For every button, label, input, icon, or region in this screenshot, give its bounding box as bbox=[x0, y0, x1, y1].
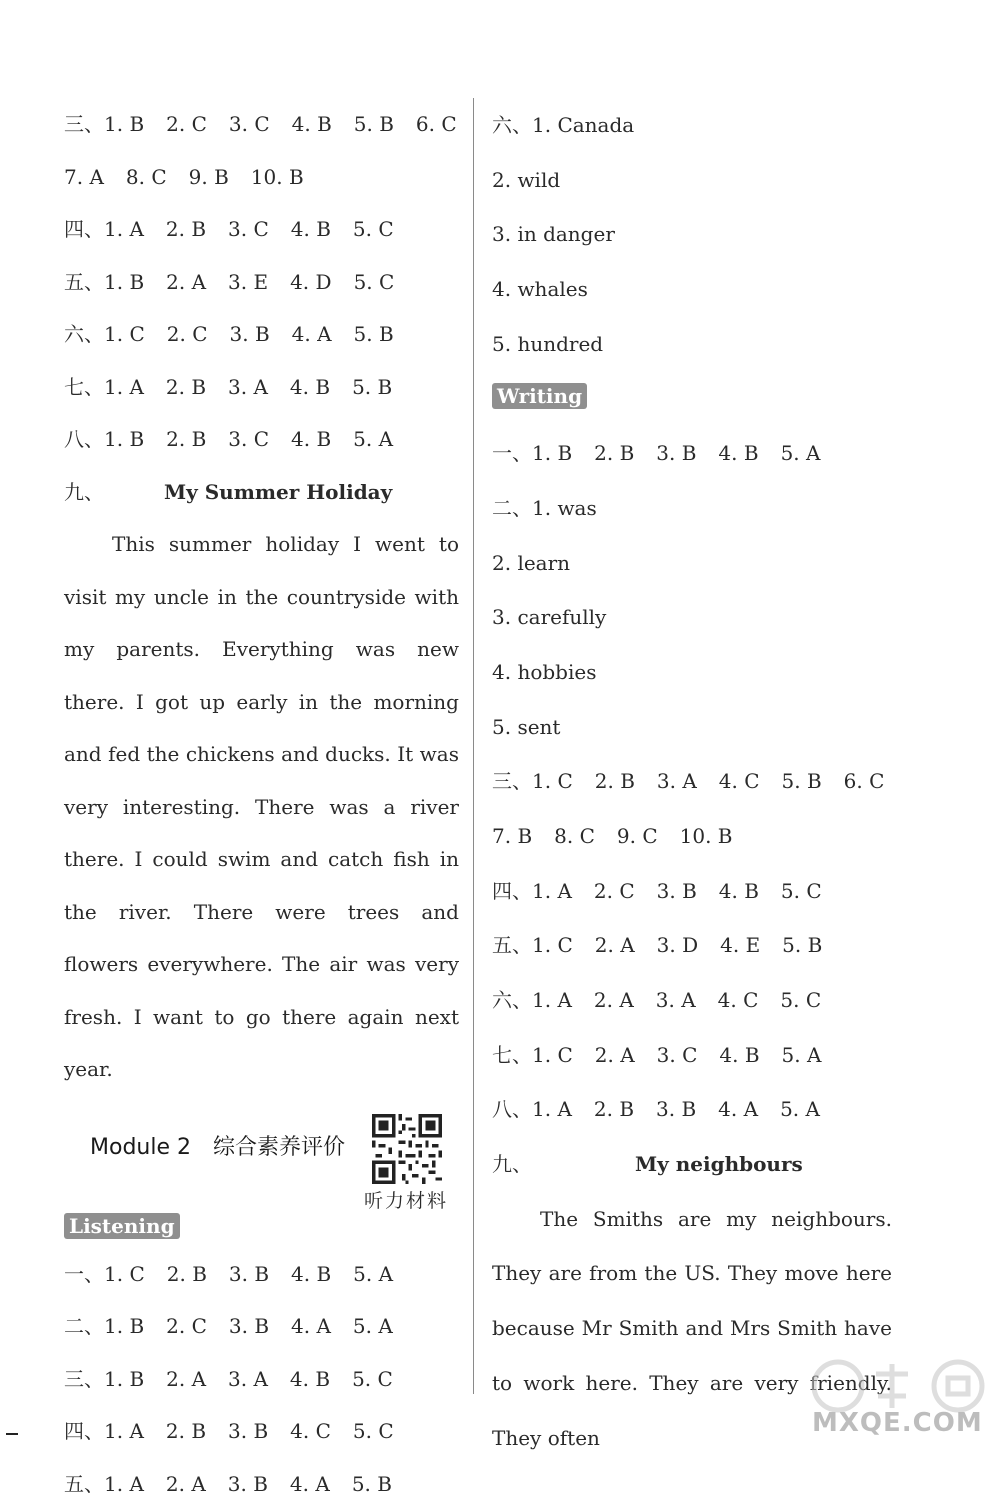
answer-item: 3. B bbox=[228, 1458, 268, 1510]
answer-item: 3. C bbox=[228, 203, 269, 256]
answer-item: 2. A bbox=[595, 918, 635, 973]
answer-row-prefix: 三、 bbox=[64, 112, 104, 136]
answer-row bbox=[64, 1248, 459, 1301]
answer-item: 3. B bbox=[656, 1082, 696, 1137]
list-item: 3. in danger bbox=[492, 207, 892, 262]
qr-code-icon[interactable] bbox=[372, 1114, 442, 1184]
answer-item: 2. A bbox=[594, 973, 634, 1028]
answer-item: 4. B bbox=[719, 1028, 759, 1083]
writing-badge-row bbox=[492, 371, 892, 426]
answer-item: 3. A bbox=[656, 973, 696, 1028]
answer-item: 1. A bbox=[104, 1458, 144, 1510]
answer-item: 2. B bbox=[166, 413, 206, 466]
answer-item: 3. C bbox=[657, 1028, 698, 1083]
answer-item: 7. B bbox=[492, 809, 532, 864]
left-essay-prefix: 九、 bbox=[64, 480, 104, 504]
right-essay-title: My neighbours bbox=[635, 1137, 803, 1192]
answer-item: 2. A bbox=[595, 1028, 635, 1083]
answer-item: 1. A bbox=[532, 1082, 572, 1137]
list-two-prefix: 二、 bbox=[492, 496, 532, 520]
answer-item: 3. A bbox=[228, 361, 268, 414]
module-subtitle: 综合素养评价 bbox=[213, 1135, 345, 1160]
answer-item: 1. C bbox=[532, 1028, 573, 1083]
answer-row bbox=[64, 1458, 459, 1510]
answer-item: 5. C bbox=[352, 1353, 393, 1406]
answer-item: 4. A bbox=[718, 1082, 758, 1137]
list-item: 2. wild bbox=[492, 153, 892, 208]
answer-row bbox=[64, 1405, 459, 1458]
answer-item: 4. B bbox=[291, 1248, 331, 1301]
answer-item: 9. C bbox=[617, 809, 658, 864]
right-answer-rows bbox=[492, 754, 892, 1137]
answer-row bbox=[492, 864, 892, 919]
answer-item: 5. A bbox=[353, 1300, 393, 1353]
answer-item: 1. B bbox=[532, 426, 572, 481]
listening-badge: Listening bbox=[64, 1213, 180, 1239]
answer-item: 2. C bbox=[166, 1300, 207, 1353]
watermark-text: MXQE.COM bbox=[812, 1408, 983, 1438]
answer-item: 2. C bbox=[166, 98, 207, 151]
answer-row-prefix: 五、 bbox=[64, 1472, 104, 1496]
answer-item: 6. C bbox=[844, 754, 885, 809]
answer-item: 4. C bbox=[290, 1405, 331, 1458]
qr-caption: 听力材料 bbox=[364, 1186, 448, 1213]
listening-badge-row bbox=[64, 1208, 459, 1248]
answer-row-prefix: 二、 bbox=[64, 1314, 104, 1338]
answer-item: 8. C bbox=[126, 151, 167, 204]
answer-item: 5. B bbox=[354, 98, 394, 151]
answer-item: 2. B bbox=[166, 361, 206, 414]
answer-row-prefix: 六、 bbox=[64, 322, 104, 346]
answer-item: 1. A bbox=[104, 1405, 144, 1458]
answer-item: 1. A bbox=[104, 361, 144, 414]
answer-item: 3. B bbox=[229, 1300, 269, 1353]
answer-item: 3. B bbox=[230, 308, 270, 361]
writing-badge: Writing bbox=[492, 383, 587, 409]
answer-row-prefix: 七、 bbox=[64, 375, 104, 399]
answer-row bbox=[64, 413, 459, 466]
left-essay-title: My Summer Holiday bbox=[164, 466, 392, 519]
answer-row-prefix: 八、 bbox=[64, 427, 104, 451]
listening-answer-rows bbox=[64, 1248, 459, 1510]
list-item: 4. whales bbox=[492, 262, 892, 317]
answer-row-prefix: 八、 bbox=[492, 1097, 532, 1121]
answer-item: 2. A bbox=[166, 1458, 206, 1510]
right-essay-text: The Smiths are my neighbours. They are from the US. They move here because Mr Smith and Mrs Smith have to work here. They are very friendly. They often bbox=[492, 1207, 892, 1450]
module-title bbox=[90, 1130, 345, 1161]
list-item: 1. Canada bbox=[532, 113, 634, 137]
answer-item: 5. B bbox=[352, 361, 392, 414]
answer-item: 5. C bbox=[780, 973, 821, 1028]
answer-item: 2. B bbox=[595, 754, 635, 809]
left-essay-body bbox=[64, 518, 459, 1096]
answer-row-prefix: 四、 bbox=[492, 879, 532, 903]
answer-item: 1. A bbox=[532, 864, 572, 919]
left-answer-rows bbox=[64, 98, 459, 466]
answer-item: 4. A bbox=[290, 1458, 330, 1510]
answer-item: 5. B bbox=[354, 308, 394, 361]
answer-item: 8. C bbox=[554, 809, 595, 864]
column-divider bbox=[473, 98, 474, 1394]
answer-row-prefix: 三、 bbox=[492, 769, 532, 793]
answer-item: 4. B bbox=[290, 361, 330, 414]
answer-row bbox=[492, 809, 892, 864]
answer-item: 2. C bbox=[594, 864, 635, 919]
answer-item: 1. C bbox=[532, 918, 573, 973]
answer-item: 4. B bbox=[719, 864, 759, 919]
answer-item: 5. A bbox=[780, 1082, 820, 1137]
answer-item: 5. C bbox=[353, 203, 394, 256]
list-item: 5. sent bbox=[492, 700, 892, 755]
answer-item: 4. B bbox=[291, 203, 331, 256]
writing-row-one bbox=[492, 426, 892, 481]
answer-item: 1. B bbox=[104, 413, 144, 466]
answer-item: 3. C bbox=[229, 98, 270, 151]
answer-row-prefix: 三、 bbox=[64, 1367, 104, 1391]
answer-item: 4. C bbox=[719, 754, 760, 809]
list-item: 3. carefully bbox=[492, 590, 892, 645]
answer-row-prefix: 五、 bbox=[492, 933, 532, 957]
answer-row-prefix: 四、 bbox=[64, 217, 104, 241]
module-name: Module 2 bbox=[90, 1135, 191, 1160]
answer-item: 2. B bbox=[166, 1405, 206, 1458]
answer-item: 10. B bbox=[680, 809, 733, 864]
answer-item: 4. B bbox=[290, 1353, 330, 1406]
answer-item: 4. B bbox=[718, 426, 758, 481]
list-item: 1. was bbox=[532, 496, 597, 520]
answer-item: 5. C bbox=[354, 256, 395, 309]
answer-item: 2. B bbox=[166, 203, 206, 256]
answer-row-prefix: 一、 bbox=[64, 1262, 104, 1286]
right-essay-prefix: 九、 bbox=[492, 1152, 532, 1176]
answer-item: 7. A bbox=[64, 151, 104, 204]
list-item: 5. hundred bbox=[492, 317, 892, 372]
answer-row bbox=[492, 973, 892, 1028]
answer-item: 9. B bbox=[189, 151, 229, 204]
list-two-first bbox=[492, 481, 892, 536]
answer-item: 5. B bbox=[782, 918, 822, 973]
answer-row bbox=[492, 1082, 892, 1137]
answer-row-prefix: 六、 bbox=[492, 988, 532, 1012]
answer-item: 4. A bbox=[292, 308, 332, 361]
answer-item: 1. B bbox=[104, 98, 144, 151]
answer-row-prefix: 四、 bbox=[64, 1419, 104, 1443]
module-header bbox=[64, 1096, 459, 1208]
answer-item: 1. B bbox=[104, 1353, 144, 1406]
answer-item: 2. A bbox=[166, 1353, 206, 1406]
right-essay-heading bbox=[492, 1137, 892, 1192]
answer-item: 5. C bbox=[781, 864, 822, 919]
answer-item: 4. A bbox=[291, 1300, 331, 1353]
answer-item: 3. A bbox=[657, 754, 697, 809]
answer-row bbox=[492, 918, 892, 973]
answer-item: 3. A bbox=[228, 1353, 268, 1406]
answer-item: 1. A bbox=[532, 973, 572, 1028]
answer-item: 10. B bbox=[251, 151, 304, 204]
left-essay-heading bbox=[64, 466, 459, 519]
answer-item: 1. B bbox=[104, 256, 144, 309]
answer-row bbox=[64, 256, 459, 309]
answer-item: 3. B bbox=[656, 426, 696, 481]
answer-item: 4. B bbox=[292, 98, 332, 151]
answer-item: 3. E bbox=[228, 256, 268, 309]
answer-item: 1. C bbox=[532, 754, 573, 809]
left-essay-text: This summer holiday I went to visit my uncle in the countryside with my parents. Everything was new there. I got up early in the morning and fed the chickens and ducks. It was very interesting. There was a river there. I could swim and catch fish in the river. There were trees and flowers everywhere. The air was very fresh. I want to go there again next year. bbox=[64, 532, 459, 1081]
answer-item: 3. B bbox=[657, 864, 697, 919]
answer-item: 2. C bbox=[167, 308, 208, 361]
answer-row bbox=[64, 1353, 459, 1406]
list-six-prefix: 六、 bbox=[492, 113, 532, 137]
answer-row bbox=[64, 1300, 459, 1353]
answer-item: 1. C bbox=[104, 308, 145, 361]
answer-row bbox=[64, 98, 459, 151]
answer-item: 5. A bbox=[353, 1248, 393, 1301]
answer-row bbox=[492, 754, 892, 809]
answer-row bbox=[64, 308, 459, 361]
answer-item: 5. A bbox=[781, 426, 821, 481]
answer-item: 5. C bbox=[353, 1405, 394, 1458]
answer-row-prefix: 五、 bbox=[64, 270, 104, 294]
answer-item: 4. C bbox=[718, 973, 759, 1028]
list-item: 4. hobbies bbox=[492, 645, 892, 700]
answer-row-prefix: 七、 bbox=[492, 1043, 532, 1067]
answer-item: 2. B bbox=[167, 1248, 207, 1301]
answer-item: 1. A bbox=[104, 203, 144, 256]
answer-item: 5. A bbox=[353, 413, 393, 466]
answer-item: 4. D bbox=[290, 256, 331, 309]
answer-item: 3. B bbox=[229, 1248, 269, 1301]
answer-item: 6. C bbox=[416, 98, 457, 151]
page-corner-mark bbox=[6, 1433, 18, 1435]
answer-item: 3. D bbox=[657, 918, 698, 973]
list-six-first bbox=[492, 98, 892, 153]
answer-item: 2. A bbox=[166, 256, 206, 309]
answer-item: 2. B bbox=[594, 426, 634, 481]
answer-row bbox=[64, 151, 459, 204]
answer-row bbox=[64, 361, 459, 414]
answer-item: 3. B bbox=[228, 1405, 268, 1458]
answer-item: 4. B bbox=[291, 413, 331, 466]
answer-item: 5. A bbox=[782, 1028, 822, 1083]
answer-item: 5. B bbox=[352, 1458, 392, 1510]
list-item: 2. learn bbox=[492, 536, 892, 591]
answer-row bbox=[492, 1028, 892, 1083]
answer-row-prefix: 一、 bbox=[492, 441, 532, 465]
answer-item: 5. B bbox=[782, 754, 822, 809]
answer-row bbox=[492, 426, 892, 481]
answer-item: 2. B bbox=[594, 1082, 634, 1137]
right-column bbox=[492, 98, 892, 1465]
answer-item: 4. E bbox=[720, 918, 760, 973]
answer-item: 1. B bbox=[104, 1300, 144, 1353]
answer-row bbox=[64, 203, 459, 256]
left-column bbox=[64, 98, 459, 1510]
answer-item: 3. C bbox=[228, 413, 269, 466]
answer-item: 1. C bbox=[104, 1248, 145, 1301]
